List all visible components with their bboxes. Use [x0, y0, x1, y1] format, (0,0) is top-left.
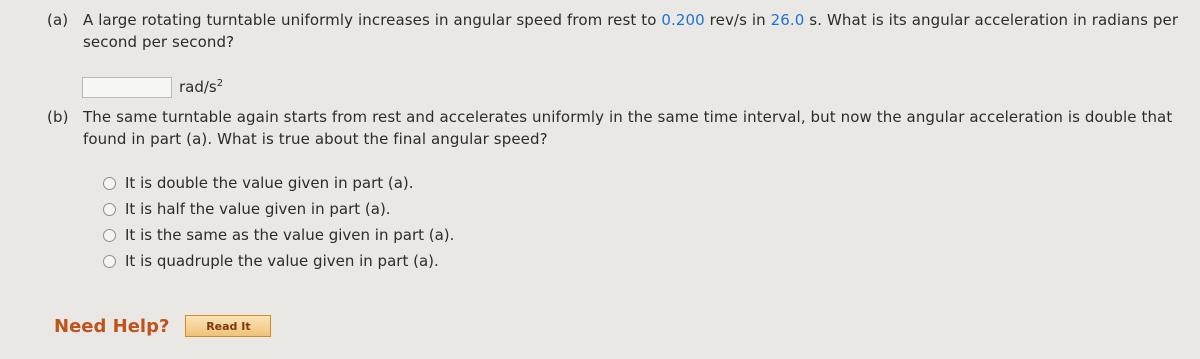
- answer-options: [103, 170, 454, 274]
- read-it-button[interactable]: Read It: [185, 315, 271, 337]
- option-label: It is double the value given in part (a).: [125, 174, 414, 192]
- option-same[interactable]: [103, 222, 454, 248]
- part-a-text: [83, 9, 1192, 53]
- option-double[interactable]: [103, 170, 454, 196]
- answer-row-a: [82, 75, 223, 99]
- unit-text: rad/s: [179, 78, 217, 96]
- option-label: It is the same as the value given in part (a).: [125, 226, 455, 244]
- part-a-label: (a): [47, 11, 69, 29]
- radio-button[interactable]: [103, 229, 116, 242]
- question-part-b: [47, 106, 1192, 150]
- need-help-label: Need Help?: [54, 315, 170, 337]
- angular-acceleration-input[interactable]: [82, 77, 172, 98]
- unit-label: [179, 78, 223, 96]
- time-value: 26.0: [770, 11, 805, 29]
- option-label: It is half the value given in part (a).: [125, 200, 391, 218]
- radio-button[interactable]: [103, 255, 116, 268]
- part-b-label: (b): [47, 108, 69, 126]
- option-quadruple[interactable]: [103, 248, 454, 274]
- part-b-text: The same turntable again starts from rest and accelerates uniformly in the same time interval, but now the angular acceleration is double that found in part (a). What is true about the final angular speed?: [83, 108, 1173, 148]
- question-part-a: [47, 9, 1192, 53]
- radio-button[interactable]: [103, 203, 116, 216]
- part-a-text-2: rev/s in: [704, 11, 771, 29]
- option-label: It is quadruple the value given in part (a).: [125, 252, 439, 270]
- part-a-text-1: A large rotating turntable uniformly increases in angular speed from rest to: [83, 11, 662, 29]
- speed-value: 0.200: [661, 11, 705, 29]
- need-help-section: [54, 315, 271, 337]
- radio-button[interactable]: [103, 177, 116, 190]
- part-a-text-3: s. What is its angular acceleration in radians per second per second?: [83, 11, 1179, 51]
- unit-exponent: 2: [216, 78, 224, 89]
- option-half[interactable]: [103, 196, 454, 222]
